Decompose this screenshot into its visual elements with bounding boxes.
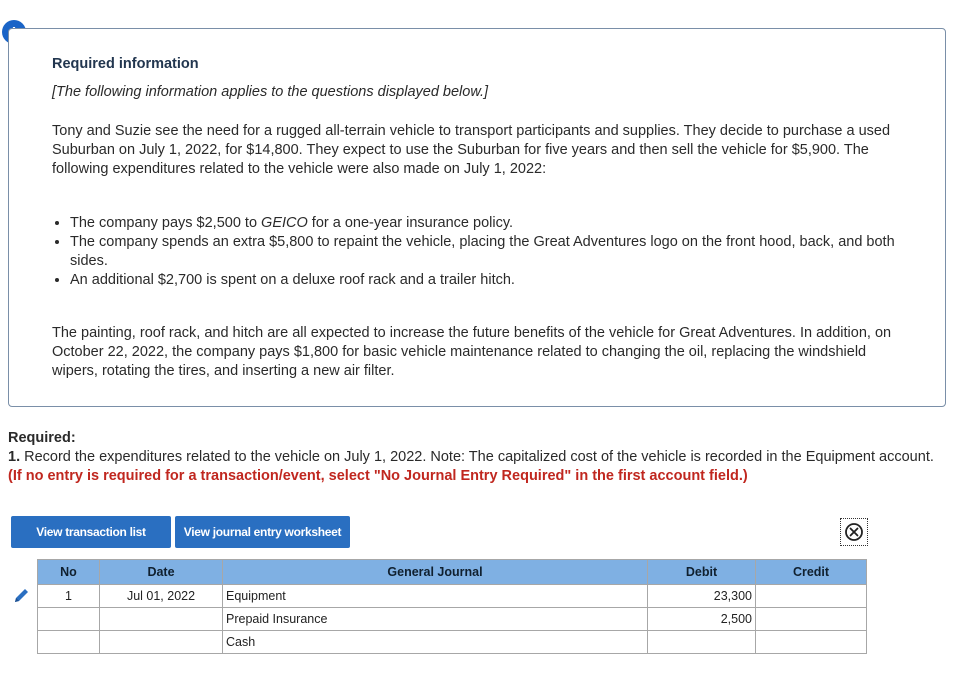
required-information-box: [8, 28, 946, 407]
column-header-no: No: [38, 560, 100, 585]
journal-entry-table: [37, 559, 867, 654]
required-question: [8, 448, 948, 486]
view-journal-entry-worksheet-button[interactable]: View journal entry worksheet: [175, 516, 350, 548]
view-transaction-list-button[interactable]: View transaction list: [11, 516, 171, 548]
required-note: (If no entry is required for a transaction/event, select "No Journal Entry Required" in the first account field.): [8, 468, 748, 484]
bullet-text: The company pays $2,500 to: [70, 215, 262, 231]
cell-debit[interactable]: 2,500: [648, 608, 756, 631]
column-header-date: Date: [100, 560, 223, 585]
cell-credit[interactable]: [756, 631, 867, 654]
info-title: Required information: [52, 56, 199, 72]
column-header-general-journal: General Journal: [223, 560, 648, 585]
required-instructions: [8, 429, 948, 486]
close-circle-icon[interactable]: [840, 518, 868, 546]
info-subtitle: [The following information applies to the questions displayed below.]: [52, 84, 489, 100]
info-paragraph-2: The painting, roof rack, and hitch are all expected to increase the future benefits of the vehicle for Great Adventures. In addition, on October 22, 2022, the company pays $1,800 for basic vehicle maintenance related to changing the oil, replacing the windshield wipers, rotating the tires, and inserting a new air filter.: [52, 325, 892, 379]
cell-debit[interactable]: [648, 631, 756, 654]
bullet-emphasis: GEICO: [261, 215, 308, 231]
bullet-text: for a one-year insurance policy.: [307, 215, 514, 231]
column-header-debit: Debit: [648, 560, 756, 585]
info-paragraph-1: Tony and Suzie see the need for a rugged all-terrain vehicle to transport participants and supplies. They decide to purchase a used Suburban on July 1, 2022, for $14,800. They expect to use the Suburban for five years and then sell the vehicle for $5,900. The following expenditures related to the vehicle were also made on July 1, 2022:: [52, 123, 891, 177]
table-row: [38, 631, 867, 654]
cell-account[interactable]: Prepaid Insurance: [223, 608, 648, 631]
cell-account[interactable]: Cash: [223, 631, 648, 654]
table-row: [38, 585, 867, 608]
list-item: • An additional $2,700 is spent on a deluxe roof rack and a trailer hitch.: [70, 271, 920, 290]
cell-no: [38, 631, 100, 654]
question-text: Record the expenditures related to the vehicle on July 1, 2022. Note: The capitalized cost of the vehicle is recorded in the Equipment account.: [20, 449, 934, 465]
cell-date: Jul 01, 2022: [100, 585, 223, 608]
cell-credit[interactable]: [756, 608, 867, 631]
table-row: [38, 608, 867, 631]
cell-date: [100, 608, 223, 631]
cell-debit[interactable]: 23,300: [648, 585, 756, 608]
cell-no: [38, 608, 100, 631]
cell-credit[interactable]: [756, 585, 867, 608]
close-circle-glyph: [844, 522, 864, 542]
list-item: [70, 214, 920, 233]
expenditure-list: [52, 214, 920, 290]
list-item: • The company spends an extra $5,800 to repaint the vehicle, placing the Great Adventures logo on the front hood, back, and both sides.: [70, 233, 920, 271]
cell-date: [100, 631, 223, 654]
question-number: 1.: [8, 449, 21, 465]
table-header-row: [38, 560, 867, 585]
required-heading: Required:: [8, 430, 76, 446]
column-header-credit: Credit: [756, 560, 867, 585]
cell-account[interactable]: Equipment: [223, 585, 648, 608]
cell-no: 1: [38, 585, 100, 608]
pencil-icon[interactable]: [12, 588, 32, 604]
